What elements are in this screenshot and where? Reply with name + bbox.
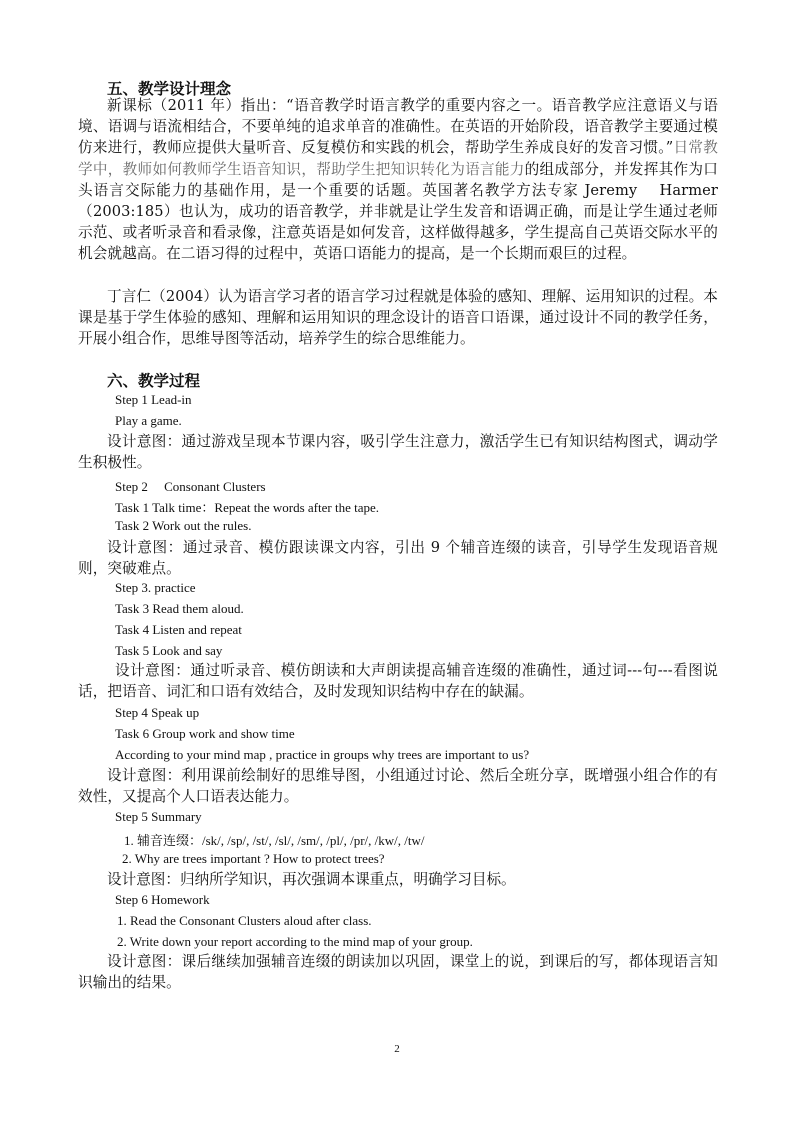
homework-item-1: 1. Read the Consonant Clusters aloud after class.	[117, 913, 372, 928]
summary-item-1: 1. 辅音连缀：/sk/, /sp/, /st/, /sl/, /sm/, /pl/, /pr/, /kw/, /tw/	[124, 833, 425, 848]
task-3: Task 3 Read them aloud.	[115, 601, 244, 616]
step-4-title: Step 4 Speak up	[115, 705, 200, 720]
paragraph-curriculum-standard	[78, 95, 718, 265]
section-heading-design-concept: 五、教学设计理念	[107, 80, 232, 98]
step-1-task: Play a game.	[115, 413, 182, 428]
design-intent-1: 设计意图：通过游戏呈现本节课内容，吸引学生注意力，激活学生已有知识结构图式，调动学生积极性。	[78, 433, 718, 472]
step-2-title: Step 2 Consonant Clusters	[115, 479, 266, 494]
section-heading-teaching-process: 六、教学过程	[107, 372, 201, 390]
design-intent-2: 设计意图：通过录音、模仿跟读课文内容，引出 9 个辅音连缀的读音，引导学生发现语音规则，突破难点。	[78, 539, 718, 578]
design-intent-5: 设计意图：归纳所学知识，再次强调本课重点，明确学习目标。	[107, 871, 516, 888]
step-6-title: Step 6 Homework	[115, 892, 210, 907]
task-6-question: According to your mind map , practice in groups why trees are important to us?	[115, 747, 530, 762]
task-6: Task 6 Group work and show time	[115, 726, 295, 741]
task-1: Task 1 Talk time：Repeat the words after the tape.	[115, 500, 379, 515]
step-3-title: Step 3. practice	[115, 580, 196, 595]
step-1-title: Step 1 Lead-in	[115, 392, 192, 407]
step-5-title: Step 5 Summary	[115, 809, 202, 824]
task-2: Task 2 Work out the rules.	[115, 518, 252, 533]
summary-item-2: 2. Why are trees important ? How to protect trees?	[122, 851, 385, 866]
design-intent-4: 设计意图：利用课前绘制好的思维导图，小组通过讨论、然后全班分享，既增强小组合作的有效性，又提高个人口语表达能力。	[78, 767, 718, 806]
page-number: 2	[394, 1043, 400, 1055]
design-intent-6: 设计意图：课后继续加强辅音连缀的朗读加以巩固，课堂上的说，到课后的写，都体现语言知识输出的结果。	[78, 953, 718, 992]
paragraph-text-gray: 日常教学中，教师如何教师学生语音知识，帮助学生把知识转化为语言能力	[78, 139, 718, 178]
task-4: Task 4 Listen and repeat	[115, 622, 242, 637]
paragraph-ding-yanren: 丁言仁（2004）认为语言学习者的语言学习过程就是体验的感知、理解、运用知识的过程。本课是基于学生体验的感知、理解和运用知识的理念设计的语音口语课，通过设计不同的教学任务，开展小组合作，思维导图等活动，培养学生的综合思维能力。	[78, 288, 718, 348]
paragraph-text: 的组成部分，并发挥其作为口头语言交际能力的基础作用，是一个重要的话题。英国著名教学方法专家 Jeremy Harmer（2003:185）也认为，成功的语音教学，并非就是让学生发音和语调正确，而是让学生通过老师示范、或者听录音和看录像，注意英语是如何发音，这样做得越多，学生提高自己英语交际水平的机会就越高。在二语习得的过程中，英语口语能力的提高，是一个长期而艰巨的过程。	[78, 160, 718, 263]
homework-item-2: 2. Write down your report according to the mind map of your group.	[117, 934, 473, 949]
task-5: Task 5 Look and say	[115, 643, 223, 658]
paragraph-text: 新课标（2011 年）指出：“语音教学时语言教学的重要内容之一。语音教学应注意语义与语境、语调与语流相结合，不要单纯的追求单音的准确性。在英语的开始阶段，语音教学主要通过模仿来进行，教师应提供大量听音、反复模仿和实践的机会，帮助学生养成良好的发音习惯。”	[78, 97, 718, 157]
design-intent-3: 设计意图：通过听录音、模仿朗读和大声朗读提高辅音连缀的准确性，通过词---句---看图说话，把语音、词汇和口语有效结合，及时发现知识结构中存在的缺漏。	[78, 662, 718, 701]
